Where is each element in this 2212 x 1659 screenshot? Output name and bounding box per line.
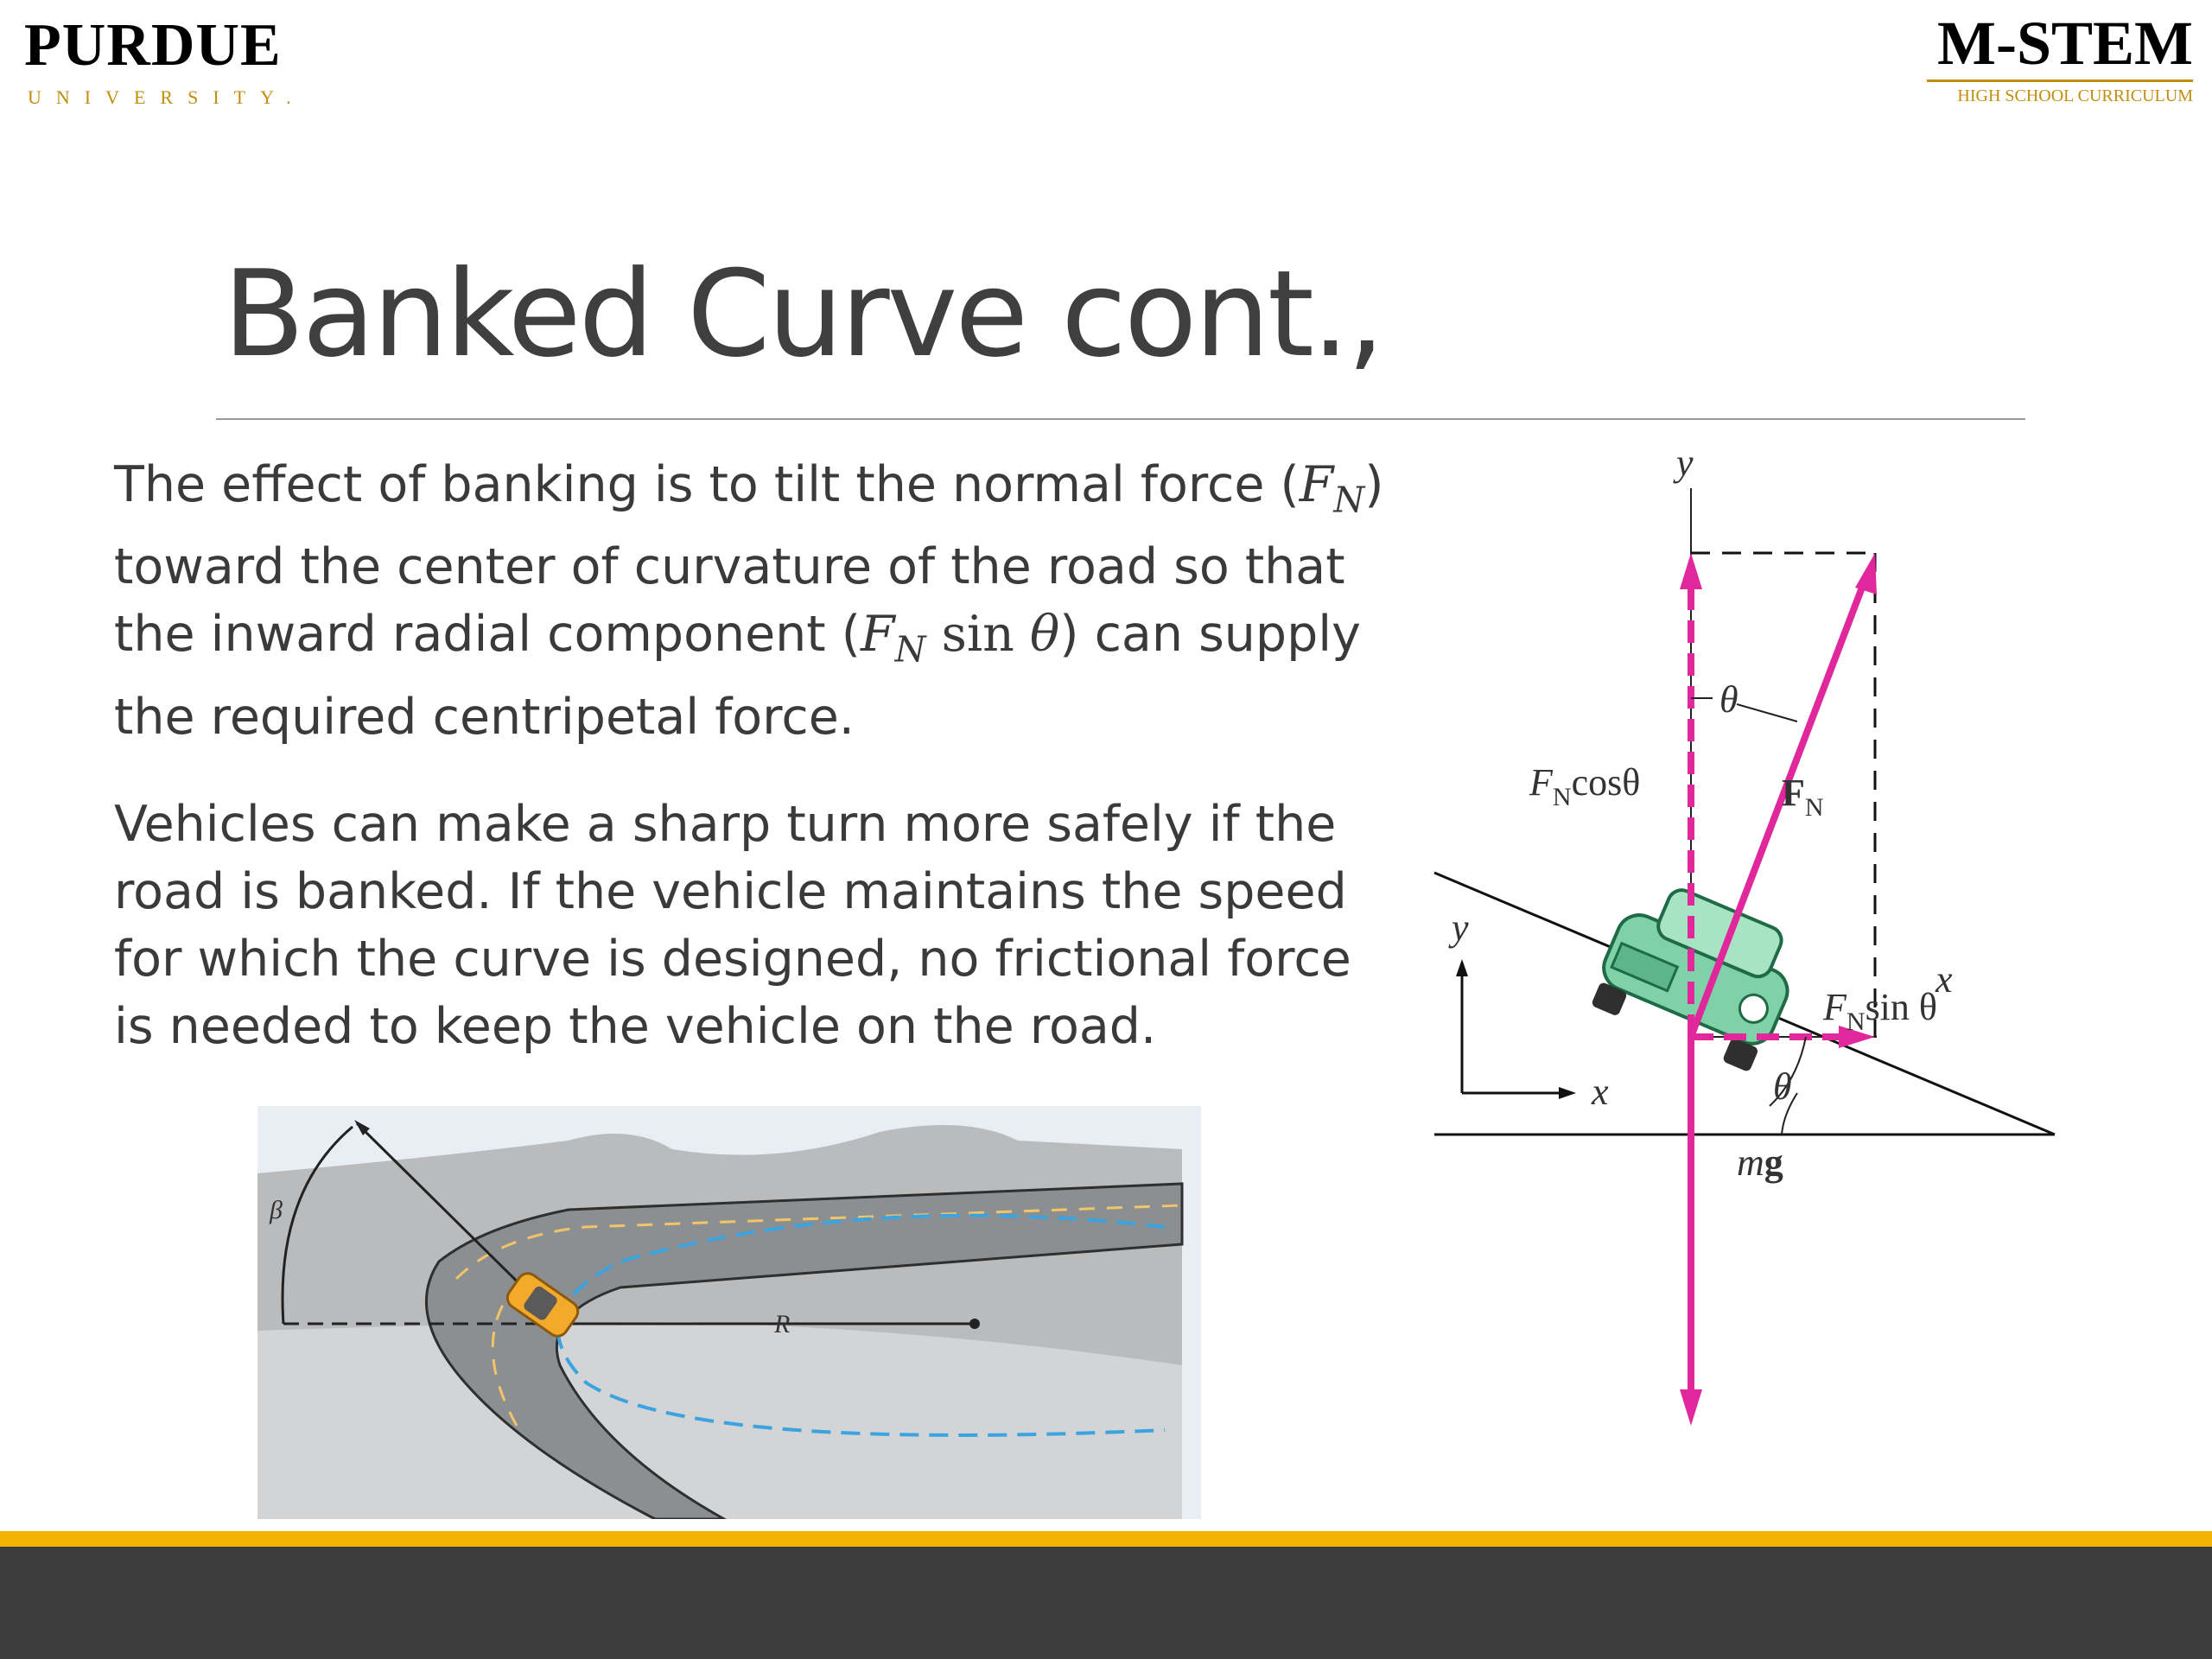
symbol-main: F <box>1299 456 1334 513</box>
x-axis-label: x <box>1936 958 1953 1001</box>
fn-sub: N <box>1804 793 1824 822</box>
banked-road-illustration <box>257 1106 1201 1519</box>
normal-force-vector <box>1691 581 1865 1037</box>
theta-symbol: θ <box>1029 606 1060 664</box>
fn-cos-arrowhead <box>1680 553 1702 589</box>
fn-label <box>1782 772 1824 822</box>
purdue-logo-subtitle: UNIVERSITY. <box>28 86 306 108</box>
mstem-logo-word: M-STEM <box>1937 9 2193 78</box>
paragraph-vehicles: Vehicles can make a sharp turn more safely if the road is banked. If the vehicle maintains the speed for which the curve is designed, no frictional force is needed to keep the vehicle on the road. <box>114 795 1351 1055</box>
paragraph-banking-effect <box>114 451 1393 751</box>
mg-g: g <box>1764 1141 1783 1184</box>
gravity-arrowhead <box>1680 1389 1702 1426</box>
footer-gold-band <box>0 1531 2212 1547</box>
ref-x-label: x <box>1592 1071 1609 1113</box>
curve-center-point <box>969 1319 980 1329</box>
normal-force-symbol <box>1299 456 1365 521</box>
text-run: The effect of banking is to tilt the normal force ( <box>114 456 1300 513</box>
symbol-main: F <box>861 606 895 664</box>
normal-force-arrowhead <box>1855 553 1877 594</box>
y-axis-label: y <box>1676 442 1694 484</box>
fn-cos-sub: N <box>1552 783 1572 811</box>
theta-bottom-label: θ <box>1773 1065 1792 1108</box>
symbol-subscript: N <box>894 628 926 671</box>
body-text <box>114 451 1393 1060</box>
mg-label <box>1737 1141 1783 1184</box>
radial-component-symbol <box>861 606 926 671</box>
fn-cos-label <box>1529 761 1640 811</box>
ref-x-arrowhead <box>1559 1087 1576 1099</box>
fn-main: F <box>1782 772 1805 814</box>
fn-sin-sub: N <box>1846 1007 1866 1036</box>
text-run: ) can supply the required centripetal force. <box>114 606 1361 746</box>
diagram-car <box>1586 873 1809 1075</box>
ref-y-arrowhead <box>1456 959 1468 976</box>
slide-title: Banked Curve cont., <box>223 245 1382 384</box>
purdue-logo <box>24 10 318 108</box>
theta-top-arc <box>1737 704 1797 721</box>
fn-cos-tail: cosθ <box>1571 761 1641 804</box>
purdue-logo-word: PURDUE <box>24 12 282 79</box>
fn-cos-main: F <box>1529 761 1553 804</box>
ref-y-label: y <box>1452 906 1469 949</box>
mstem-logo <box>1899 7 2193 106</box>
theta-top-label: θ <box>1719 678 1738 721</box>
symbol-subscript: N <box>1333 479 1365 521</box>
footer-dark-band <box>0 1547 2212 1659</box>
fn-sin-tail: sin θ <box>1865 986 1937 1028</box>
mstem-logo-subtitle: HIGH SCHOOL CURRICULUM <box>1957 86 2193 105</box>
mstem-logo-rule <box>1927 79 2193 82</box>
beta-label: β <box>270 1196 283 1224</box>
text-run: ) toward the center of curvature of the road so that the inward radial component ( <box>114 456 1384 664</box>
sin-function: sin <box>925 606 1030 664</box>
radius-label: R <box>774 1310 791 1338</box>
fn-sin-main: F <box>1823 986 1847 1028</box>
mg-m: m <box>1737 1141 1764 1184</box>
title-divider <box>216 418 2025 420</box>
valley-ground <box>257 1322 1182 1519</box>
force-diagram <box>1426 441 2065 1434</box>
